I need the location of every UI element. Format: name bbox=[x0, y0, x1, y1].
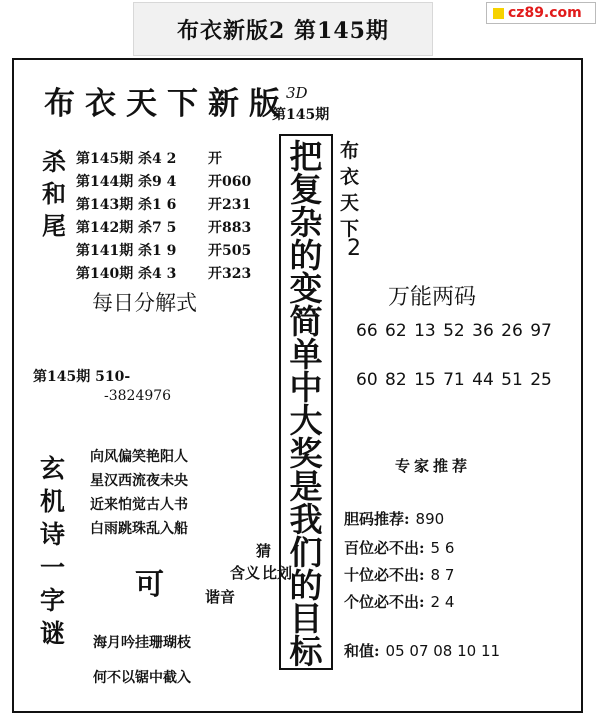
slogan-char: 的 bbox=[289, 566, 323, 605]
slogan-char: 奖 bbox=[289, 434, 323, 473]
brand-issue: 第145期 bbox=[272, 107, 330, 123]
header-title: 布衣新版2 第145期 bbox=[133, 2, 433, 56]
slogan-char: 是 bbox=[289, 467, 323, 506]
bai-value: 5 6 bbox=[430, 539, 455, 557]
slogan-char: 们 bbox=[289, 533, 323, 572]
history-period: 第142期 bbox=[76, 220, 134, 236]
wanneng-title: 万能两码 bbox=[388, 285, 477, 310]
slogan-char: 大 bbox=[289, 401, 323, 440]
slogan-char: 单 bbox=[289, 335, 323, 374]
shahe-char: 和 bbox=[42, 179, 66, 208]
history-open: 开323 bbox=[208, 266, 252, 282]
history-row bbox=[76, 263, 276, 286]
history-kill: 杀4 3 bbox=[138, 266, 177, 282]
history-row bbox=[76, 240, 276, 263]
riddle-label-char: 玄 bbox=[40, 454, 66, 483]
shahe-label bbox=[42, 146, 66, 242]
history-period: 第144期 bbox=[76, 174, 134, 190]
shahe-char: 杀 bbox=[42, 147, 66, 176]
hezhi-value: 05 07 08 10 11 bbox=[385, 642, 501, 660]
ge-row bbox=[344, 591, 454, 612]
riddle-poem bbox=[90, 445, 188, 541]
brand2-number: 2 bbox=[347, 236, 361, 261]
slogan-char: 变 bbox=[289, 269, 323, 308]
shi-row bbox=[344, 564, 454, 585]
history-period: 第145期 bbox=[76, 151, 134, 167]
history-open: 开231 bbox=[208, 197, 252, 213]
center-slogan bbox=[279, 134, 333, 670]
wanneng-row-2: 60 82 15 71 44 51 25 bbox=[356, 370, 552, 390]
history-open: 开505 bbox=[208, 243, 252, 259]
hezhi-row bbox=[344, 640, 500, 661]
history-table bbox=[76, 148, 276, 286]
brand-3d-tag: 3D bbox=[286, 84, 308, 102]
slogan-char: 中 bbox=[289, 368, 323, 407]
shi-label: 十位必不出: bbox=[344, 566, 425, 584]
history-row bbox=[76, 217, 276, 240]
bottom-line-1: 海月吟挂珊瑚枝 bbox=[93, 635, 191, 651]
history-row bbox=[76, 171, 276, 194]
history-period: 第140期 bbox=[76, 266, 134, 282]
riddle-label-char: 机 bbox=[40, 487, 66, 516]
slogan-char: 杂 bbox=[289, 203, 323, 242]
history-row bbox=[76, 194, 276, 217]
history-kill: 杀9 4 bbox=[138, 174, 177, 190]
riddle-hint-strokes: 比划 bbox=[262, 564, 293, 582]
slogan-char: 标 bbox=[289, 632, 323, 671]
logo-text: cz89.com bbox=[508, 5, 582, 21]
slogan-char: 简 bbox=[289, 302, 323, 341]
riddle-label-char: 字 bbox=[40, 586, 66, 615]
history-row bbox=[76, 148, 276, 171]
danma-row bbox=[344, 508, 444, 529]
history-kill: 杀1 9 bbox=[138, 243, 177, 259]
history-period: 第143期 bbox=[76, 197, 134, 213]
formula-line-2: -3824976 bbox=[104, 388, 172, 404]
riddle-hint-homophone: 谐音 bbox=[205, 588, 236, 606]
slogan-char: 目 bbox=[289, 599, 323, 638]
shahe-char: 尾 bbox=[42, 211, 66, 240]
danma-label: 胆码推荐: bbox=[344, 510, 410, 528]
history-period: 第141期 bbox=[76, 243, 134, 259]
riddle-hint-meaning: 含义 bbox=[230, 564, 261, 582]
riddle-label-char: 谜 bbox=[40, 619, 66, 648]
hezhi-label: 和值: bbox=[344, 642, 380, 660]
riddle-char: 可 bbox=[135, 567, 165, 601]
site-logo[interactable] bbox=[486, 2, 596, 24]
wanneng-row-1: 66 62 13 52 36 26 97 bbox=[356, 321, 552, 341]
ge-value: 2 4 bbox=[430, 593, 455, 611]
expert-title: 专家推荐 bbox=[395, 457, 472, 475]
brand2-char: 衣 bbox=[340, 166, 360, 188]
brand2-char: 布 bbox=[340, 140, 360, 162]
poem-line: 星汉西流夜未央 bbox=[90, 473, 188, 489]
history-open: 开883 bbox=[208, 220, 252, 236]
riddle-poem-label bbox=[40, 452, 65, 650]
shi-value: 8 7 bbox=[430, 566, 455, 584]
riddle-label-char: 诗 bbox=[40, 520, 66, 549]
brand-title: 布衣天下新版 bbox=[44, 86, 290, 122]
slogan-char: 的 bbox=[289, 236, 323, 275]
formula-line-1: 第145期 510- bbox=[33, 369, 131, 385]
poem-line: 近来怕觉古人书 bbox=[90, 497, 188, 513]
brand2-label bbox=[340, 138, 359, 242]
riddle-label-char: 一 bbox=[40, 553, 66, 582]
bai-label: 百位必不出: bbox=[344, 539, 425, 557]
history-open: 开060 bbox=[208, 174, 252, 190]
slogan-char: 把 bbox=[289, 137, 323, 176]
poem-line: 向风偏笑艳阳人 bbox=[90, 449, 188, 465]
poem-line: 白雨跳珠乱入船 bbox=[90, 521, 188, 537]
slogan-char: 复 bbox=[289, 170, 323, 209]
daily-formula-title: 每日分解式 bbox=[92, 291, 197, 315]
riddle-hint-guess: 猜 bbox=[256, 542, 272, 560]
logo-square-icon bbox=[493, 8, 504, 19]
history-kill: 杀1 6 bbox=[138, 197, 177, 213]
brand2-char: 天 bbox=[340, 192, 360, 214]
brand2-char: 下 bbox=[340, 218, 360, 240]
history-open: 开 bbox=[208, 151, 222, 167]
bottom-line-2: 何不以锯中截入 bbox=[93, 670, 191, 686]
ge-label: 个位必不出: bbox=[344, 593, 425, 611]
slogan-char: 我 bbox=[289, 500, 323, 539]
danma-value: 890 bbox=[415, 510, 445, 528]
history-kill: 杀4 2 bbox=[138, 151, 177, 167]
history-kill: 杀7 5 bbox=[138, 220, 177, 236]
bai-row bbox=[344, 537, 454, 558]
